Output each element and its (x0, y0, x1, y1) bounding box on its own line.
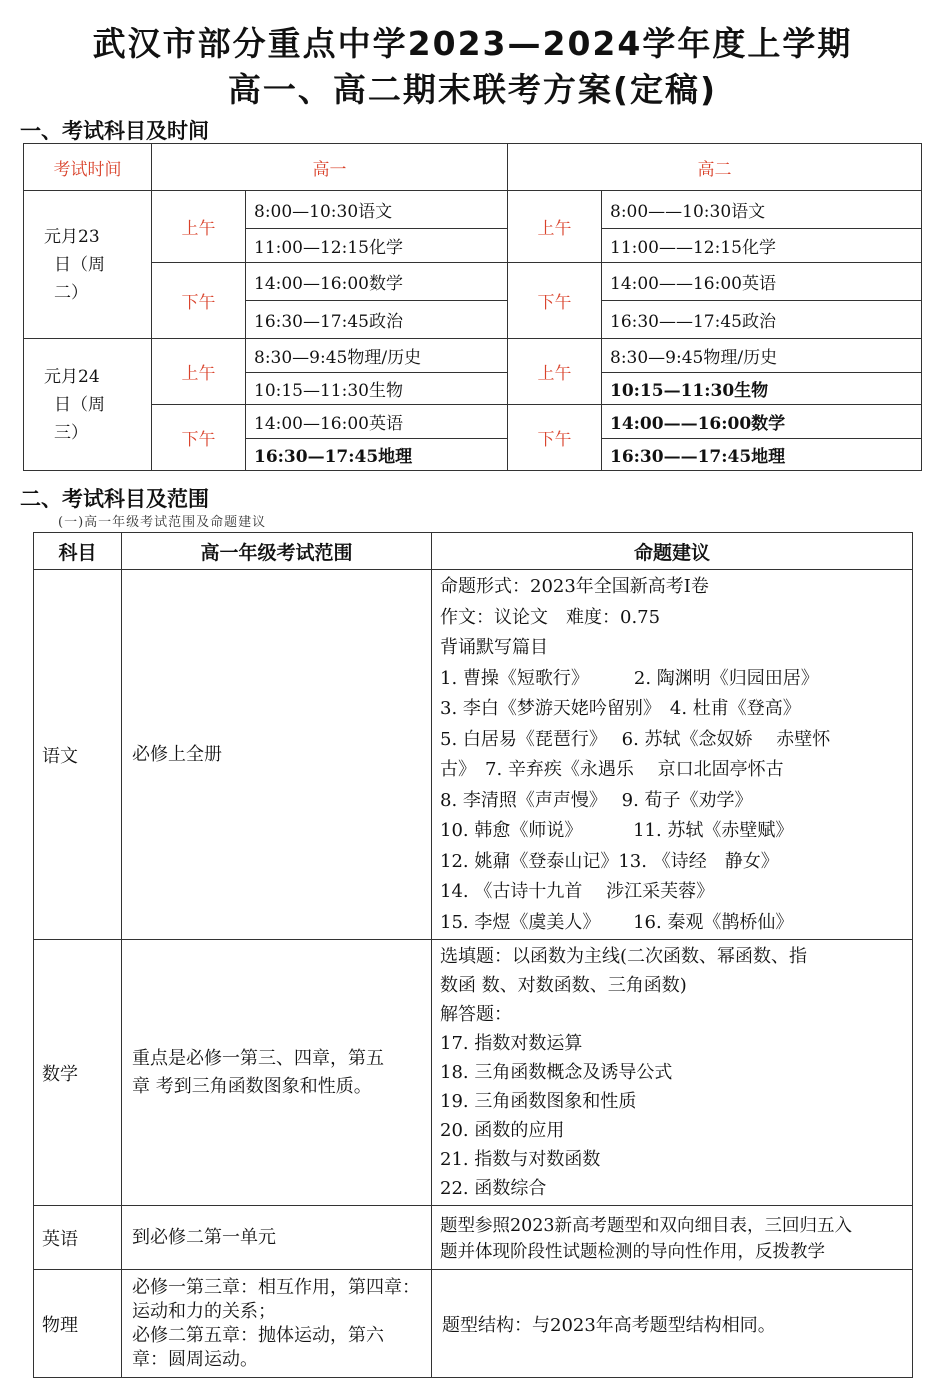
slot: 16:30——17:45地理 (602, 439, 922, 471)
slot: 8:00——10:30语文 (602, 191, 922, 229)
header-scope: 高一年级考试范围 (122, 533, 432, 570)
subject-physics: 物理 (34, 1270, 122, 1378)
scope-english: 到必修二第一单元 (122, 1206, 432, 1270)
doc-title-line2: 高一、高二期末联考方案(定稿) (227, 70, 718, 109)
section2-subheading: (一)高一年级考试范围及命题建议 (58, 515, 267, 530)
section1-heading: 一、考试科目及时间 (20, 119, 209, 143)
subject-chinese: 语文 (34, 570, 122, 940)
label-am: 上午 (152, 339, 246, 405)
slot: 11:00——12:15化学 (602, 229, 922, 263)
slot: 16:30—17:45政治 (246, 301, 508, 339)
header-grade2: 高二 (508, 144, 922, 191)
date-cell-day1: 元月23 日（周 二） (24, 191, 152, 339)
scope-math: 重点是必修一第三、四章，第五 章 考到三角函数图象和性质。 (122, 940, 432, 1206)
slot: 10:15—11:30生物 (602, 373, 922, 405)
label-am: 上午 (508, 339, 602, 405)
advice-english: 题型参照2023新高考题型和双向细目表，三回归五入 题并体现阶段性试题检测的导向性作用，反拨教学 (432, 1206, 913, 1270)
header-grade1: 高一 (152, 144, 508, 191)
slot: 14:00—16:00英语 (246, 405, 508, 439)
advice-physics: 题型结构：与2023年高考题型结构相同。 (432, 1270, 913, 1378)
slot: 11:00—12:15化学 (246, 229, 508, 263)
slot: 16:30——17:45政治 (602, 301, 922, 339)
header-subject: 科目 (34, 533, 122, 570)
section2-heading: 二、考试科目及范围 (20, 487, 209, 511)
label-pm: 下午 (152, 263, 246, 339)
slot: 10:15—11:30生物 (246, 373, 508, 405)
advice-chinese: 命题形式：2023年全国新高考I卷 作文：议论文 难度：0.75 背诵默写篇目 1. 曹操《短歌行》 2. 陶渊明《归园田居》 3. 李白《梦游天姥吟留别》 4. 杜甫《登高》 5. 白居易《琵琶行》 6. 苏轼《念奴娇 赤壁怀 古》 7. 辛弃疾《永遇乐 京口北固亭怀古 8. 李清照《声声慢》 9. 荀子《劝学》 10. 韩愈《师说》 11. 苏轼《赤壁赋》 12. 姚鼐《登泰山记》13. 《诗经 静女》 14. 《古诗十九首 涉江采芙蓉》 15. 李煜《虞美人》 16. 秦观《鹊桥仙》 (432, 570, 913, 940)
advice-math: 选填题：以函数为主线(二次函数、幂函数、指 数函 数、对数函数、三角函数) 解答题： 17. 指数对数运算 18. 三角函数概念及诱导公式 19. 三角函数图象和性质 20. 函数的应用 21. 指数与对数函数 22. 函数综合 (432, 940, 913, 1206)
subject-math: 数学 (34, 940, 122, 1206)
scope-chinese: 必修上全册 (122, 570, 432, 940)
slot: 8:00—10:30语文 (246, 191, 508, 229)
label-pm: 下午 (508, 263, 602, 339)
scope-physics: 必修一第三章：相互作用，第四章： 运动和力的关系； 必修二第五章：抛体运动，第六 章：圆周运动。 (122, 1270, 432, 1378)
label-pm: 下午 (508, 405, 602, 471)
slot: 16:30—17:45地理 (246, 439, 508, 471)
doc-title-line1: 武汉市部分重点中学2023—2024学年度上学期 (92, 24, 853, 63)
date-cell-day2: 元月24 日（周 三） (24, 339, 152, 471)
slot: 8:30—9:45物理/历史 (246, 339, 508, 373)
slot: 14:00——16:00英语 (602, 263, 922, 301)
header-exam-time: 考试时间 (24, 144, 152, 191)
subject-english: 英语 (34, 1206, 122, 1270)
slot: 14:00——16:00数学 (602, 405, 922, 439)
slot: 8:30—9:45物理/历史 (602, 339, 922, 373)
label-pm: 下午 (152, 405, 246, 471)
slot: 14:00—16:00数学 (246, 263, 508, 301)
schedule-table (23, 143, 922, 471)
scope-table (33, 532, 913, 1378)
label-am: 上午 (508, 191, 602, 263)
label-am: 上午 (152, 191, 246, 263)
header-advice: 命题建议 (432, 533, 913, 570)
